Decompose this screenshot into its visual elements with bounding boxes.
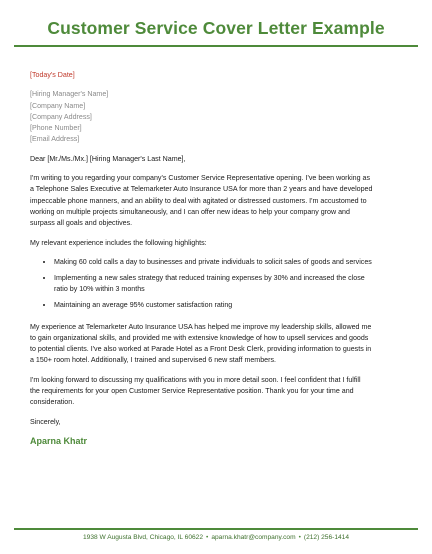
list-item: [54, 300, 406, 311]
paragraph-closing: [30, 375, 406, 409]
paragraph-line: to potential clients. I've also worked at Parade Hotel as a Front Desk Clerk, providing information to guests in: [30, 345, 372, 354]
paragraph-line: a 150+ room hotel. Additionally, I trained and supervised 6 new staff members.: [30, 356, 276, 365]
bullet-separator: •: [298, 534, 301, 541]
paragraph-line: the requirements for your open Customer Service Representative position. Thank you for your time and: [30, 387, 354, 396]
paragraph-line: a Telephone Sales Executive at Telemarketer Auto Insurance USA for more than 2 years and have developed: [30, 185, 373, 194]
letter-body: [30, 70, 406, 447]
paragraph-intro: [30, 173, 406, 229]
paragraph-line: I'm writing to you regarding your company's Customer Service Representative opening. I've been working as: [30, 174, 371, 183]
paragraph-line: working on multiple projects simultaneously, and I can offer new ideas to help your company grow and: [30, 207, 350, 216]
recipient-address: [Company Address]: [30, 112, 92, 121]
footer-address: 1938 W Augusta Blvd, Chicago, IL 60622: [83, 534, 203, 541]
paragraph-line: consideration.: [30, 398, 75, 407]
paragraph-line: impeccable phone manners, and an ability to deal with agitated or distressed customers. I'm accustomed to: [30, 196, 367, 205]
recipient-block: [30, 89, 406, 145]
bullet-text: • Maintaining an average 95% customer satisfaction rating: [54, 300, 233, 309]
recipient-name: [Hiring Manager's Name]: [30, 90, 109, 99]
paragraph-line: to gain organizational skills, and provided me with extensive knowledge of how to upsell services and goods: [30, 333, 369, 342]
footer-phone: (212) 256-1414: [303, 534, 349, 541]
bullet-separator: •: [206, 534, 209, 541]
signature: Aparna Khatr: [30, 435, 88, 446]
bullet-text: ratio by 10% within 3 months: [54, 284, 145, 293]
paragraph-line: My experience at Telemarketer Auto Insurance USA has helped me improve my leadership skills, allowed me: [30, 322, 372, 331]
page-title: Customer Service Cover Letter Example: [47, 18, 385, 38]
closing: Sincerely,: [30, 417, 61, 426]
footer-email: aparna.khatr@company.com: [211, 534, 296, 541]
top-divider: [14, 45, 418, 47]
list-item: [54, 257, 406, 268]
contact-footer: [0, 534, 432, 541]
highlights-list: [30, 257, 406, 311]
bullet-text: • Implementing a new sales strategy that reduced training expenses by 30% and increased the close: [54, 273, 365, 282]
bottom-divider: [14, 528, 418, 530]
salutation: Dear [Mr./Ms./Mx.] [Hiring Manager's Last Name],: [30, 154, 186, 163]
recipient-company: [Company Name]: [30, 101, 86, 110]
paragraph-experience: [30, 322, 406, 367]
date-line: [Today's Date]: [30, 71, 75, 79]
paragraph-line: I'm looking forward to discussing my qualifications with you in more detail soon. I feel confident that I fulfill: [30, 375, 361, 384]
highlights-intro: My relevant experience includes the following highlights:: [30, 238, 207, 247]
recipient-email: [Email Address]: [30, 135, 80, 144]
recipient-phone: [Phone Number]: [30, 124, 82, 133]
paragraph-line: surpass all goals and objectives.: [30, 219, 133, 228]
bullet-text: • Making 60 cold calls a day to businesses and private individuals to solicit sales of goods and services: [54, 257, 372, 266]
list-item: [54, 273, 406, 296]
